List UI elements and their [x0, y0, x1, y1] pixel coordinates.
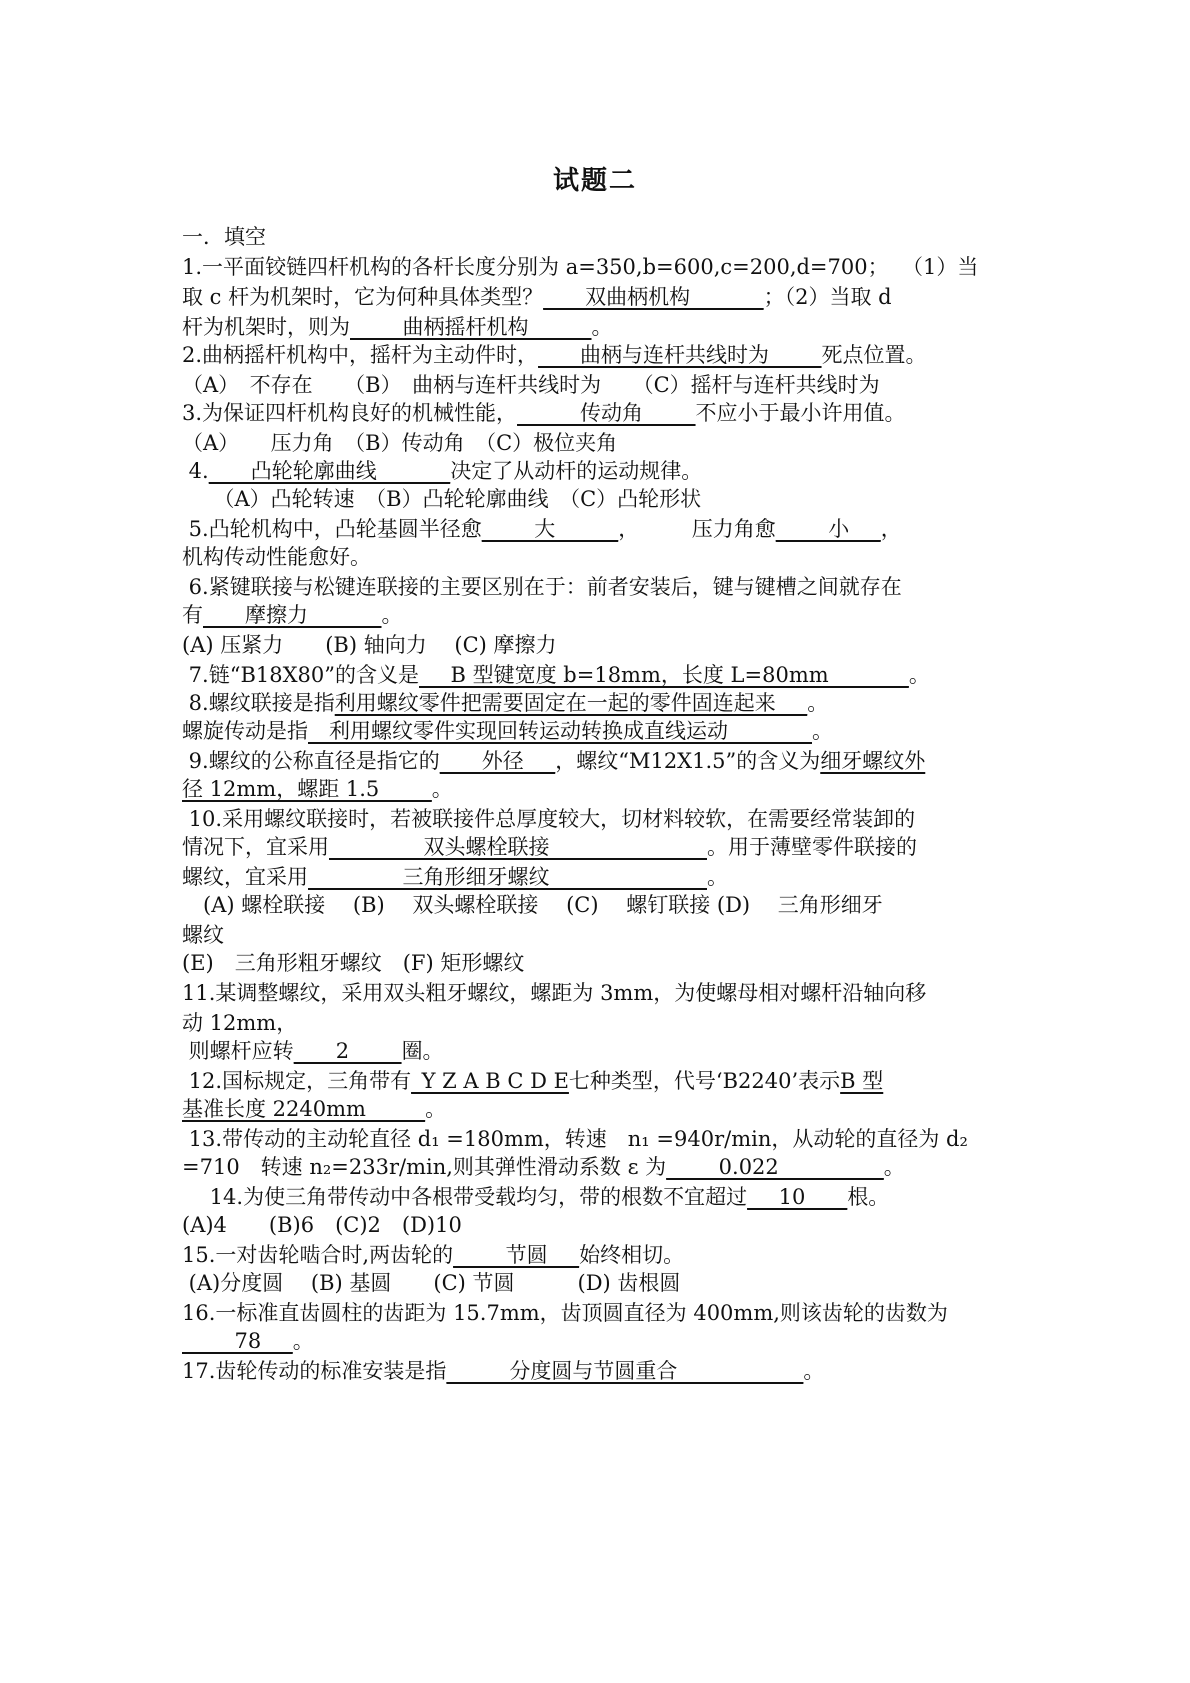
- question-text: =710 转速 n₂=233r/min,则其弹性滑动系数 ε 为: [182, 1155, 667, 1179]
- question-text: 情况下，宜采用: [182, 835, 329, 859]
- question-text: 。用于薄壁零件联接的: [707, 835, 917, 859]
- question-text: 决定了从动杆的运动规律。: [450, 459, 703, 483]
- answer-blank: ____摩擦力_______: [203, 603, 382, 627]
- question-text: (A)4 (B)6 (C)2 (D)10: [182, 1213, 462, 1237]
- question-text: 5.凸轮机构中，凸轮基圆半径愈: [182, 517, 482, 541]
- answer-blank: _____节圆___: [453, 1243, 580, 1267]
- question-line: [182, 1036, 444, 1066]
- question-text: 圈。: [401, 1039, 444, 1063]
- answer-blank: 基准长度 2240mm _____: [182, 1097, 426, 1121]
- question-text: 4.: [182, 459, 209, 483]
- question-text: 死点位置。: [821, 343, 927, 367]
- answer-blank: _____78___: [182, 1329, 293, 1353]
- answer-blank: ____凸轮轮廓曲线_______: [208, 459, 451, 483]
- question-line: [182, 312, 613, 342]
- question-line: [182, 920, 224, 950]
- question-text: 七种类型，代号‘B2240’表示: [568, 1069, 841, 1093]
- question-text: 9.螺纹的公称直径是指它的: [182, 749, 440, 773]
- answer-blank: _____曲柄摇杆机构______: [350, 315, 592, 339]
- question-line: [182, 542, 371, 572]
- question-line: [182, 1124, 968, 1154]
- question-text: 。: [707, 865, 728, 889]
- question-text: 。: [381, 603, 403, 627]
- answer-blank: _Y Z A B C D E: [411, 1069, 569, 1093]
- question-text: 7.链“B18X80”的含义是: [182, 663, 420, 687]
- answer-blank: 径 12mm，螺距 1.5_____: [182, 777, 432, 801]
- answer-blank: ____外径___: [439, 749, 556, 773]
- page-title: 试题二: [552, 166, 637, 196]
- question-line: [182, 1094, 446, 1124]
- answer-blank: ______传动角_____: [517, 401, 696, 425]
- question-text: (E) 三角形粗牙螺纹 (F) 矩形螺纹: [182, 951, 525, 975]
- question-line: [182, 282, 892, 312]
- question-line: [182, 716, 833, 746]
- question-text: 。: [591, 315, 613, 339]
- question-text: 。: [883, 1155, 905, 1179]
- question-text: (A) 压紧力 (B) 轴向力 (C) 摩擦力: [182, 633, 557, 657]
- question-text: 螺纹，宜采用: [182, 865, 308, 889]
- question-line: [182, 1268, 680, 1298]
- question-line: [182, 978, 926, 1008]
- question-text: 17.齿轮传动的标准安装是指: [182, 1359, 447, 1383]
- question-text: 。: [803, 1359, 825, 1383]
- question-text: 。: [812, 719, 833, 743]
- question-text: 2.曲柄摇杆机构中，摇杆为主动件时，: [182, 343, 539, 367]
- question-text: 8.螺纹联接是指: [182, 691, 335, 715]
- section-heading: 一．填空: [182, 225, 266, 249]
- question-line: [182, 428, 617, 458]
- answer-blank: _________双头螺栓联接_______________: [329, 835, 707, 859]
- question-text: 13.带传动的主动轮直径 d₁ =180mm，转速 n₁ =940r/min，从动轮的直径为 d₂: [182, 1127, 968, 1151]
- question-line: [182, 890, 883, 920]
- question-text: 。: [431, 777, 453, 801]
- question-text: 16.一标准直齿圆柱的齿距为 15.7mm，齿顶圆直径为 400mm,则该齿轮的齿数为: [182, 1301, 948, 1325]
- question-text: 11.某调整螺纹，采用双头粗牙螺纹，螺距为 3mm，为使螺母相对螺杆沿轴向移: [182, 981, 927, 1005]
- question-line: [182, 804, 915, 834]
- question-text: 不应小于最小许用值。: [695, 401, 906, 425]
- question-text: 14.为使三角带传动中各根带受载均匀，带的根数不宜超过: [182, 1185, 748, 1209]
- question-text: ， 压力角愈: [618, 517, 776, 541]
- answer-blank: ___10____: [747, 1185, 848, 1209]
- question-line: [182, 340, 927, 370]
- question-text: 12.国标规定，三角带有: [182, 1069, 412, 1093]
- answer-blank: _________三角形细牙螺纹_______________: [308, 865, 707, 889]
- question-line: [182, 1356, 824, 1386]
- question-line: [182, 1066, 883, 1096]
- question-line: [182, 688, 828, 718]
- question-text: 10.采用螺纹联接时，若被联接件总厚度较大，切材料较软，在需要经常装卸的: [182, 807, 916, 831]
- question-text: 。: [425, 1097, 447, 1121]
- answer-blank: 利用螺纹零件把需要固定在一起的零件固连起来___: [334, 691, 808, 715]
- question-line: [182, 948, 524, 978]
- question-text: （A） 不存在 （B） 曲柄与连杆共线时为 （C）摇杆与连杆共线时为: [182, 373, 880, 397]
- question-line: [182, 1182, 889, 1212]
- answer-blank: ____曲柄与连杆共线时为_____: [538, 343, 822, 367]
- question-line: [182, 630, 557, 660]
- question-text: 螺纹: [182, 923, 224, 947]
- question-text: 6.紧键联接与松键连联接的主要区别在于：前者安装后，键与键槽之间就存在: [182, 575, 902, 599]
- question-text: 根。: [847, 1185, 890, 1209]
- question-text: 1.一平面铰链四杆机构的各杆长度分别为 a=350,b=600,c=200,d=700； （1）当: [182, 255, 979, 279]
- question-text: 机构传动性能愈好。: [182, 545, 371, 569]
- question-text: 杆为机架时，则为: [182, 315, 350, 339]
- question-line: [182, 514, 902, 544]
- answer-blank: ______分度圆与节圆重合____________: [446, 1359, 804, 1383]
- question-text: (A)分度圆 (B) 基圆 (C) 节圆 (D) 齿根圆: [182, 1271, 681, 1295]
- answer-blank: ___B 型键宽度 b=18mm，长度 L=80mm _______: [419, 663, 909, 687]
- question-line: [182, 600, 403, 630]
- question-text: 。: [292, 1329, 314, 1353]
- question-line: [182, 1240, 684, 1270]
- question-line: [182, 660, 930, 690]
- answer-blank: ____双曲柄机构_______: [543, 285, 764, 309]
- answer-blank: _____小___: [775, 517, 881, 541]
- question-line: [182, 1298, 948, 1328]
- question-line: [182, 398, 906, 428]
- answer-blank: __利用螺纹零件实现回转运动转换成直线运动________: [308, 719, 812, 743]
- question-text: 始终相切。: [579, 1243, 685, 1267]
- question-text: (A) 螺栓联接 (B) 双头螺栓联接 (C) 螺钉联接 (D) 三角形细牙: [182, 893, 883, 917]
- question-line: [182, 1152, 905, 1182]
- question-text: 则螺杆应转: [182, 1039, 294, 1063]
- question-text: ；（2）当取 d: [763, 285, 892, 309]
- answer-blank: 细牙螺纹外: [820, 749, 926, 773]
- answer-blank: _____大______: [481, 517, 619, 541]
- question-text: 取 c 杆为机架时，它为何种具体类型？: [182, 285, 544, 309]
- answer-blank: _____0.022__________: [666, 1155, 884, 1179]
- question-line: [182, 862, 728, 892]
- question-line: [182, 252, 978, 282]
- answer-blank: B 型: [840, 1069, 884, 1093]
- question-line: [182, 746, 925, 776]
- answer-blank: ____2_____: [293, 1039, 402, 1063]
- question-line: [182, 370, 880, 400]
- question-text: 15.一对齿轮啮合时,两齿轮的: [182, 1243, 454, 1267]
- question-line: [182, 456, 702, 486]
- question-line: [182, 832, 917, 862]
- question-line: [182, 1210, 462, 1240]
- question-text: 3.为保证四杆机构良好的机械性能，: [182, 401, 518, 425]
- question-line: [182, 1326, 314, 1356]
- question-text: （A）凸轮转速 （B）凸轮轮廓曲线 （C）凸轮形状: [182, 487, 702, 511]
- question-text: （A） 压力角 （B）传动角 （C）极位夹角: [182, 431, 618, 455]
- question-text: 螺旋传动是指: [182, 719, 308, 743]
- question-line: [182, 1008, 297, 1038]
- question-text: ，: [880, 517, 902, 541]
- question-line: [182, 572, 902, 602]
- question-text: 动 12mm，: [182, 1011, 298, 1035]
- question-line: [182, 774, 453, 804]
- question-text: 有: [182, 603, 203, 627]
- question-text: 。: [807, 691, 829, 715]
- question-text: ，螺纹“M12X1.5”的含义为: [555, 749, 821, 773]
- question-text: 。: [908, 663, 930, 687]
- question-line: [182, 484, 701, 514]
